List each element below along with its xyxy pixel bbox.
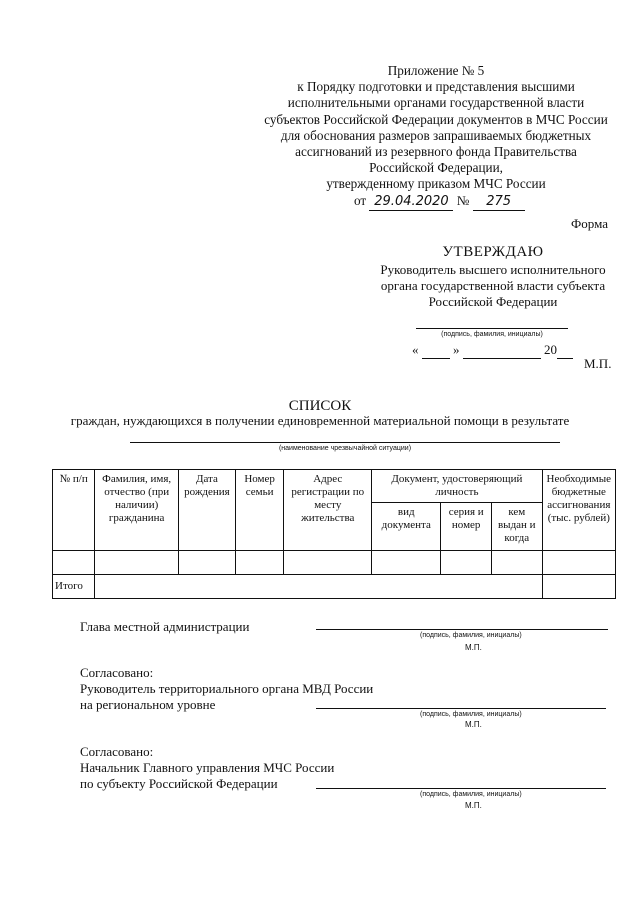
appendix-line: Приложение № 5 [387,63,485,78]
table-row [53,551,616,575]
header-doc-series: серия и номер [441,503,492,551]
header-family: Номер семьи [235,470,284,551]
approval-date-line [412,342,573,359]
signature-block-2 [80,665,373,713]
appendix-header [250,63,622,211]
table-cell [95,551,179,575]
table-cell [542,551,615,575]
signature-line-3 [316,788,606,789]
signature-block-3 [80,744,334,792]
appendix-line: Российской Федерации, [369,160,503,176]
table-cell [441,551,492,575]
list-title: СПИСОК [288,398,352,414]
approval-block [366,243,620,310]
signature-caption-1: (подпись, фамилия, инициалы) [420,632,522,639]
appendix-line: к Порядку подготовки и представления высшими [297,79,575,95]
table-total-row [53,575,616,599]
header-address: Адрес регистрации по месту жительства [284,470,372,551]
signature-line-1 [316,629,608,630]
signature-line-2 [316,708,606,709]
form-label: Форма [571,216,608,231]
date-prefix: от [354,192,367,208]
signature-stamp-3: М.П. [465,801,482,810]
signature-line-text: Руководитель территориального органа МВД России [80,681,374,696]
close-quote: » [453,342,460,357]
signature-title-1: Глава местной администрации [80,619,250,634]
table-cell [95,575,542,599]
table-cell [284,551,372,575]
open-quote: « [412,342,419,357]
approval-title: УТВЕРЖДАЮ [442,244,544,260]
header-name: Фамилия, имя, отчество (при наличии) гражданина [95,470,179,551]
appendix-line: утвержденному приказом МЧС России [326,176,546,192]
signature-line-text: на региональном уровне [80,697,216,712]
appendix-line: субъектов Российской Федерации документов в МЧС России [264,111,608,127]
approval-stamp: М.П. [584,356,612,371]
table-cell [53,551,95,575]
emergency-line [130,442,560,443]
year-prefix: 20 [544,342,557,357]
citizens-table [52,469,616,599]
header-num: № п/п [53,470,95,551]
signature-heading-3: Согласовано: [80,744,154,759]
appendix-line: ассигнований из резервного фонда Правительства [295,144,577,160]
appendix-line: для обоснования размеров запрашиваемых бюджетных [280,127,592,143]
approval-line: органа государственной власти субъекта [380,278,606,293]
number-prefix: № [456,192,470,208]
total-label: Итого [53,575,95,599]
order-date-line [250,193,622,211]
signature-caption-3: (подпись, фамилия, инициалы) [420,791,522,798]
header-birth: Дата рождения [179,470,236,551]
header-funds: Необходимые бюджетные ассигнования (тыс. рублей) [542,470,615,551]
header-document: Документ, удостоверяющий личность [372,470,542,503]
approval-line: Руководитель высшего исполнительного [380,262,606,277]
table-cell [179,551,236,575]
table-cell [542,575,615,599]
signature-line-text: по субъекту Российской Федерации [80,776,278,791]
order-date: 29.04.2020 [369,194,453,211]
approval-line: Российской Федерации [428,294,558,309]
emergency-caption: (наименование чрезвычайной ситуации) [278,445,412,452]
header-doc-issued: кем выдан и когда [491,503,542,551]
approval-signature-line [416,328,568,329]
order-number: 275 [473,194,525,211]
approval-signature-caption: (подпись, фамилия, инициалы) [441,331,543,338]
header-doc-type: вид документа [372,503,441,551]
signature-heading-2: Согласовано: [80,665,154,680]
list-subtitle: граждан, нуждающихся в получении единовременной материальной помощи в результате [70,413,570,428]
signature-caption-2: (подпись, фамилия, инициалы) [420,711,522,718]
appendix-line: исполнительными органами государственной власти [287,95,585,111]
signature-stamp-1: М.П. [465,643,482,652]
table-cell [235,551,284,575]
table-cell [372,551,441,575]
signature-line-text: Начальник Главного управления МЧС России [80,760,335,775]
signature-stamp-2: М.П. [465,720,482,729]
table-cell [491,551,542,575]
